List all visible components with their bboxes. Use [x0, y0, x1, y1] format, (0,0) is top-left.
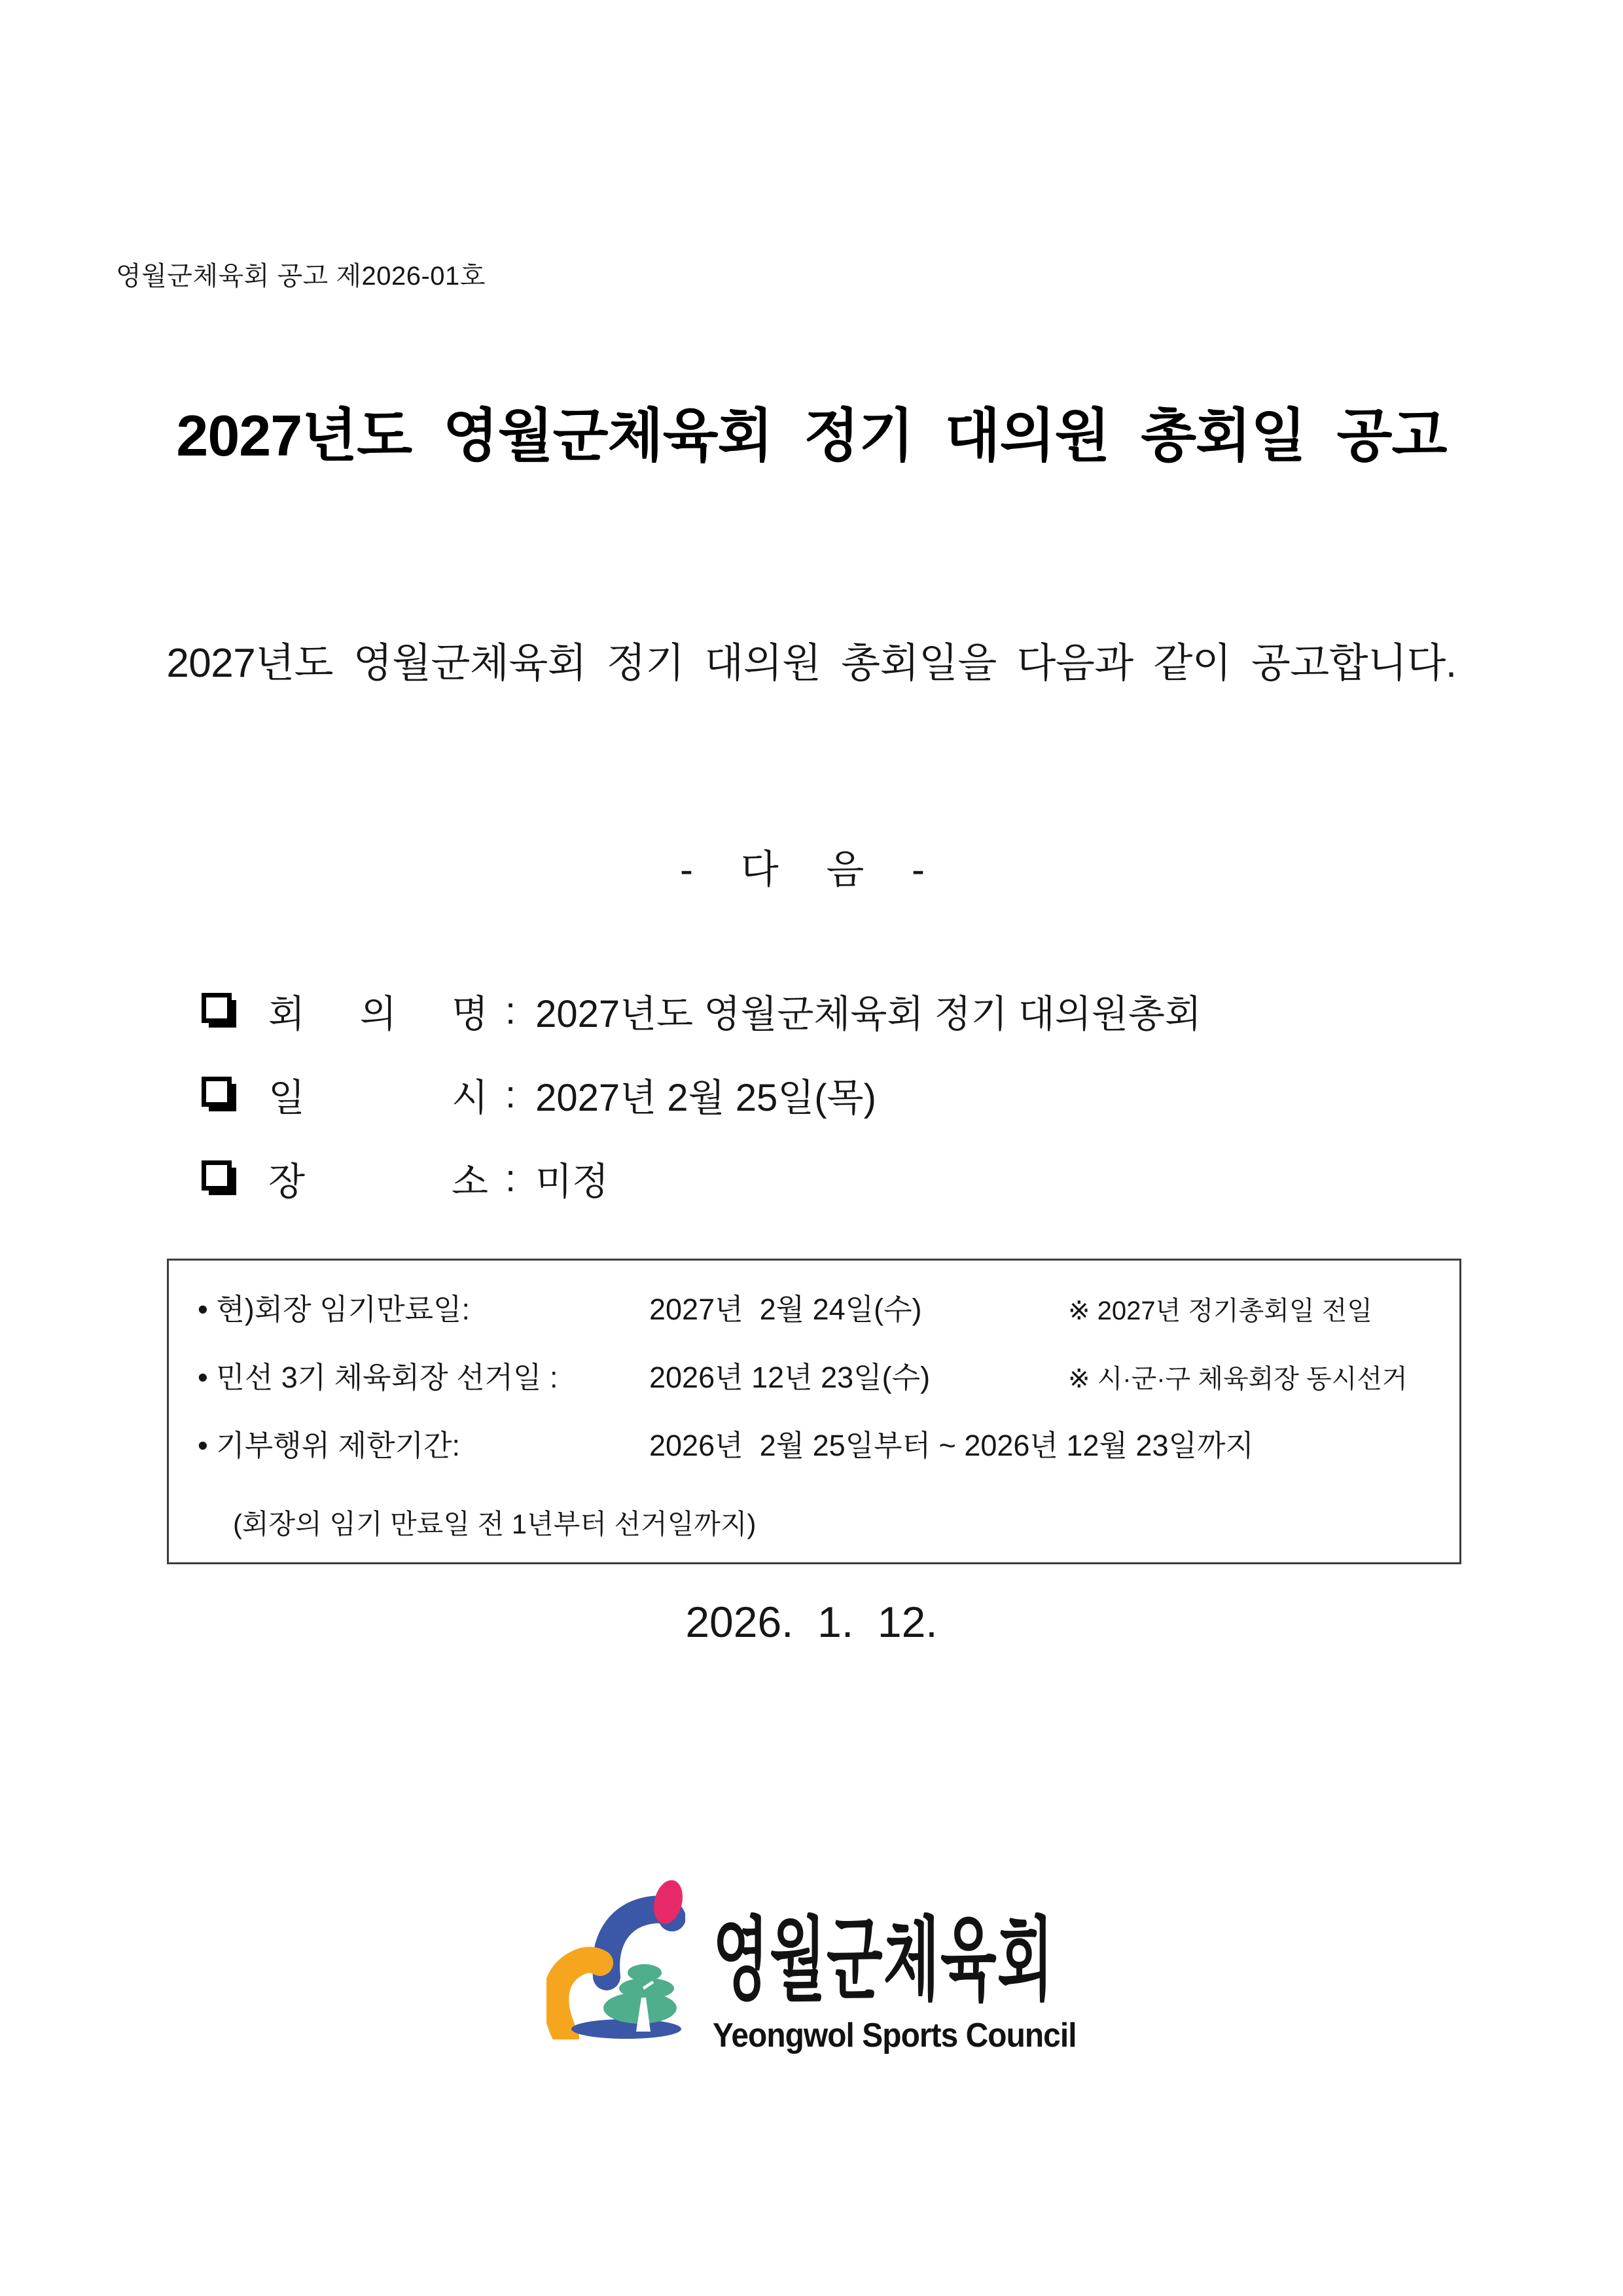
sports-council-emblem-icon — [546, 1877, 685, 2039]
list-item-value: 미정 — [535, 1160, 609, 1203]
daum-divider: - 다 음 - — [680, 848, 943, 891]
list-item-value: 2027년도 영월군체육회 정기 대의원총회 — [535, 993, 1202, 1035]
ballot-box-icon — [202, 993, 232, 1023]
list-item-meeting-name — [202, 983, 1202, 1038]
info-row-note: ※ 2027년 정기총회일 전일 — [1068, 1297, 1372, 1325]
meeting-info-list — [202, 983, 1202, 1234]
list-item-label: 일 시 — [268, 1077, 488, 1119]
list-item-separator: : — [505, 989, 516, 1032]
list-item-meeting-datetime — [202, 1067, 1202, 1122]
info-row-election-day — [198, 1354, 1444, 1422]
info-row-label: • 민선 3기 체육회장 선거일 : — [198, 1361, 558, 1394]
doc-number: 영월군체육회 공고 제2026-01호 — [116, 262, 486, 291]
ballot-box-icon — [202, 1160, 232, 1191]
list-item-label: 회 의 명 — [268, 993, 488, 1035]
list-item-label: 장 소 — [268, 1160, 488, 1203]
info-box-footnote: (회장의 임기 만료일 전 1년부터 선거일까지) — [233, 1509, 757, 1539]
info-row-value: 2026년 2월 25일부터 ~ 2026년 12월 23일까지 — [649, 1429, 1254, 1462]
list-item-meeting-place — [202, 1151, 1202, 1206]
ballot-box-icon — [202, 1077, 232, 1107]
info-row-label: • 기부행위 제한기간: — [198, 1429, 461, 1462]
logo-english-name: Yeongwol Sports Council — [713, 2017, 1077, 2054]
logo-korean-name: 영월군체육회 — [713, 1909, 1054, 2011]
list-item-separator: : — [505, 1157, 516, 1200]
info-row-label: • 현)회장 임기만료일: — [198, 1293, 471, 1326]
logo-text-block — [713, 1877, 1282, 2055]
info-row-term-expiry — [198, 1285, 1444, 1354]
intro-sentence: 2027년도 영월군체육회 정기 대의원 총회일을 다음과 같이 공고합니다. — [166, 641, 1457, 686]
info-row-note: ※ 시·군·구 체육회장 동시선거 — [1068, 1365, 1408, 1393]
info-row-donation-restriction — [198, 1422, 1444, 1490]
list-item-separator: : — [505, 1073, 516, 1116]
info-row-value: 2027년 2월 24일(수) — [649, 1293, 922, 1326]
list-item-value: 2027년 2월 25일(목) — [535, 1077, 876, 1119]
info-row-value: 2026년 12년 23일(수) — [649, 1361, 931, 1394]
election-info-box — [167, 1259, 1461, 1564]
organization-logo — [546, 1877, 1282, 2055]
page-title: 2027년도 영월군체육회 정기 대의원 총회일 공고 — [176, 403, 1447, 468]
announcement-date: 2026. 1. 12. — [685, 1598, 938, 1646]
